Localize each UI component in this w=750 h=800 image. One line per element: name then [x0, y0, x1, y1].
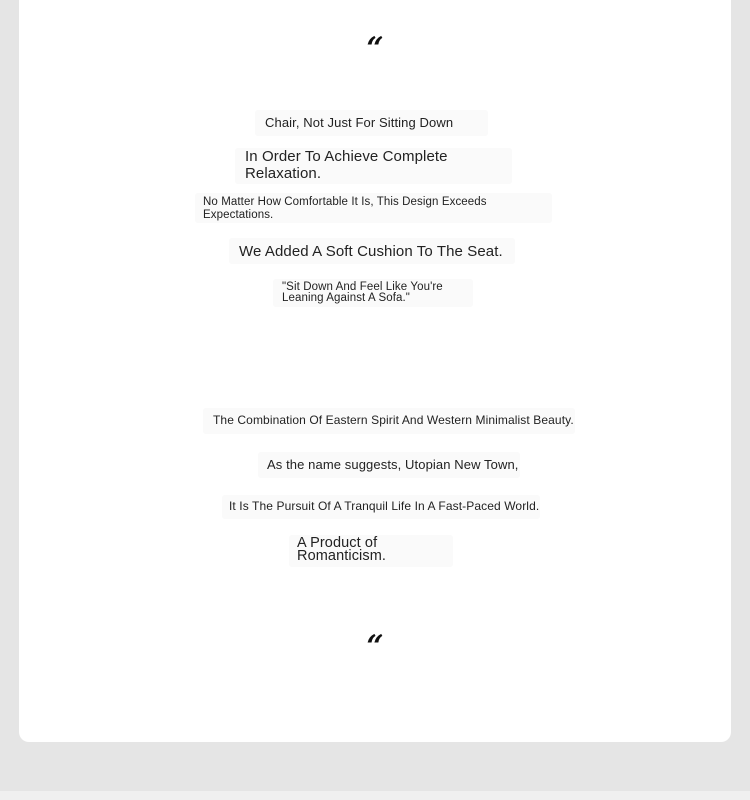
headline-relaxation: In Order To Achieve Complete Relaxation. — [245, 148, 448, 182]
bottom-bar — [0, 791, 750, 800]
text-tranquil-life: It Is The Pursuit Of A Tranquil Life In A Fast-Paced World. — [229, 499, 540, 513]
quote-sofa: "Sit Down And Feel Like You're Leaning Against A Sofa." — [282, 281, 443, 304]
text-utopian-new-town: As the name suggests, Utopian New Town, — [267, 457, 519, 472]
text-exceeds-expectations: No Matter How Comfortable It Is, This Design Exceeds Expectations. — [203, 196, 487, 221]
closing-quote-icon: “ — [366, 629, 384, 664]
text-eastern-western: The Combination Of Eastern Spirit And Western Minimalist Beauty. — [213, 413, 574, 427]
headline-romanticism: A Product of Romanticism. — [297, 535, 387, 564]
headline-chair: Chair, Not Just For Sitting Down — [265, 115, 454, 130]
headline-soft-cushion: We Added A Soft Cushion To The Seat. — [239, 243, 503, 260]
opening-quote-icon: “ — [366, 31, 384, 66]
